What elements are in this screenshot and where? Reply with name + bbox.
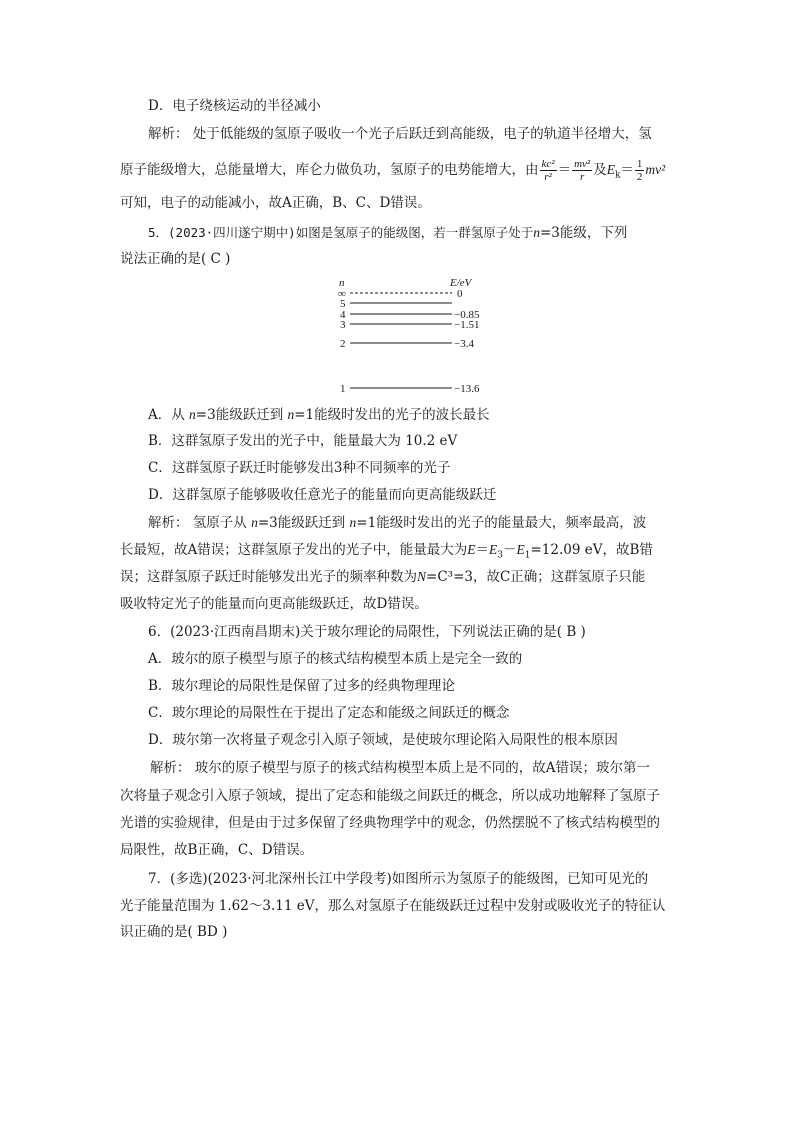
level-3-n: 3 [340,319,346,331]
analysis-6-line-2: 次将量子观念引入原子领域，提出了定态和能级之间跃迁的概念，所以成功地解释了氢原子 [120,788,660,804]
option-6b: B．玻尔理论的局限性是保留了过多的经典物理理论 [148,678,455,694]
sub-k: k [614,170,621,181]
level-1-energy: −13.6 [454,383,480,395]
option-text: =3能级跃迁到 [195,407,288,423]
var-n: n [349,515,357,530]
analysis-line-2 [120,158,665,186]
option-6a: A．玻尔的原子模型与原子的核式结构模型本质上是完全一致的 [148,651,523,667]
numerator: 1 [636,158,643,170]
analysis-text: 长最短，故A错误；这群氢原子发出的光子中，能量最大为 [120,542,468,558]
option-5a [148,405,490,425]
fraction-mv2-r [572,158,592,183]
sub-1: 1 [524,550,531,561]
var-n: n [533,225,540,240]
analysis-text: 误；这群氢原子跃迁时能够发出光子的频率种数为 [120,569,417,585]
numerator: mv² [574,158,591,170]
diagram-energy-label: E/eV [450,277,472,289]
option-text: A．从 [148,407,190,423]
question-6: 6．(2023·江西南昌期末)关于玻尔理论的局限性，下列说法正确的是( B ) [148,624,586,640]
analysis-line-1: 解析： 处于低能级的氢原子吸收一个光子后跃迁到高能级，电子的轨道半径增大，氢 [148,126,652,142]
question-5-line-2: 说法正确的是( C ) [120,251,231,267]
energy-level-diagram [330,276,530,400]
level-5-n: 5 [340,298,346,310]
analysis-text: 解析： 氢原子从 [148,515,252,531]
question-7-line-3: 识正确的是( BD ) [120,924,228,940]
level-2-n: 2 [340,338,346,350]
var-n-cap: N [417,569,427,584]
fraction-kc2-r2 [540,158,557,183]
var-e: E [606,162,615,177]
sub-3: 3 [497,550,503,561]
question-5-line-1 [148,223,627,243]
analysis-6-line-1: 解析： 玻尔的原子模型与原子的核式结构模型本质上是不同的，故A错误；玻尔第一 [150,760,651,776]
analysis-text: =3能级跃迁到 [257,515,350,531]
q5-text: 5．(2023·四川遂宁期中)如图是氢原子的能级图，若一群氢原子处于 [148,225,534,240]
option-6c: C．玻尔理论的局限性在于提出了定态和能级之间跃迁的概念 [148,705,510,721]
analysis-text: 原子能级增大，总能量增大，库仑力做负功，氢原子的电势能增大，由 [120,162,539,178]
equals: ＝ [557,162,572,178]
conjunction: 及 [593,162,607,178]
denominator: r [579,171,585,183]
analysis-5-line-1 [148,513,646,533]
question-7-line-1: 7．(多选)(2023·河北深州长江中学段考)如图所示为氢原子的能级图，已知可见光的 [148,871,649,887]
analysis-line-3: 可知，电子的动能减小，故A正确，B、C、D错误。 [120,195,431,211]
var-n: n [251,515,258,530]
analysis-6-line-4: 局限性，故B正确，C、D错误。 [120,842,314,858]
analysis-text: =1能级时发出的光子的能量最大，频率最高，波 [356,515,647,531]
level-1-n: 1 [340,383,346,395]
equals: ＝ [475,542,489,558]
minus: － [502,542,517,558]
level-inf-n: ∞ [338,288,346,300]
denominator: r² [544,171,552,183]
option-6d: D．玻尔第一次将量子观念引入原子领域，是使玻尔理论陷入局限性的根本原因 [148,732,618,748]
analysis-6-line-3: 光谱的实验规律，但是由于过多保留了经典物理学中的观念，仍然摆脱不了核式结构模型的 [120,815,660,831]
q5-text: =3能级，下列 [539,225,628,241]
analysis-5-line-3 [120,567,645,587]
var-e3: E [489,542,498,557]
analysis-5-line-2 [120,540,653,566]
option-5d: D．这群氢原子能够吸收任意光子的能量而向更高能级跃迁 [148,487,497,503]
analysis-text: =C³=3，故C正确；这群氢原子只能 [426,569,646,585]
denominator: 2 [636,171,643,183]
option-text: =1能级时发出的光子的波长最长 [294,407,490,423]
level-3-energy: −1.51 [454,319,480,331]
var-n: n [287,407,295,422]
option-d-prev: D．电子绕核运动的半径减小 [148,98,321,114]
level-4-energy: −0.85 [454,309,480,321]
var-e1: E [516,542,525,557]
option-5b: B．这群氢原子发出的光子中，能量最大为 10.2 eV [148,433,458,449]
level-2-energy: −3.4 [454,338,474,350]
equals: ＝ [620,162,634,178]
var-e: E [467,542,476,557]
option-5c: C．这群氢原子跃迁时能够发出3种不同频率的光子 [148,460,451,476]
analysis-5-line-4: 吸收特定光子的能量而向更高能级跃迁，故D错误。 [120,596,428,612]
var-n: n [189,407,196,422]
var-mv2: mv² [645,162,666,177]
fraction-half [635,158,645,183]
numerator: kc² [541,158,555,170]
level-4-n: 4 [340,309,346,321]
diagram-n-label: n [339,277,345,289]
level-inf-energy: 0 [457,288,463,300]
question-7-line-2: 光子能量范围为 1.62～3.11 eV，那么对氢原子在能级跃迁过程中发射或吸收光子的特征认 [120,898,666,914]
analysis-text: =12.09 eV，故B错 [530,542,653,558]
